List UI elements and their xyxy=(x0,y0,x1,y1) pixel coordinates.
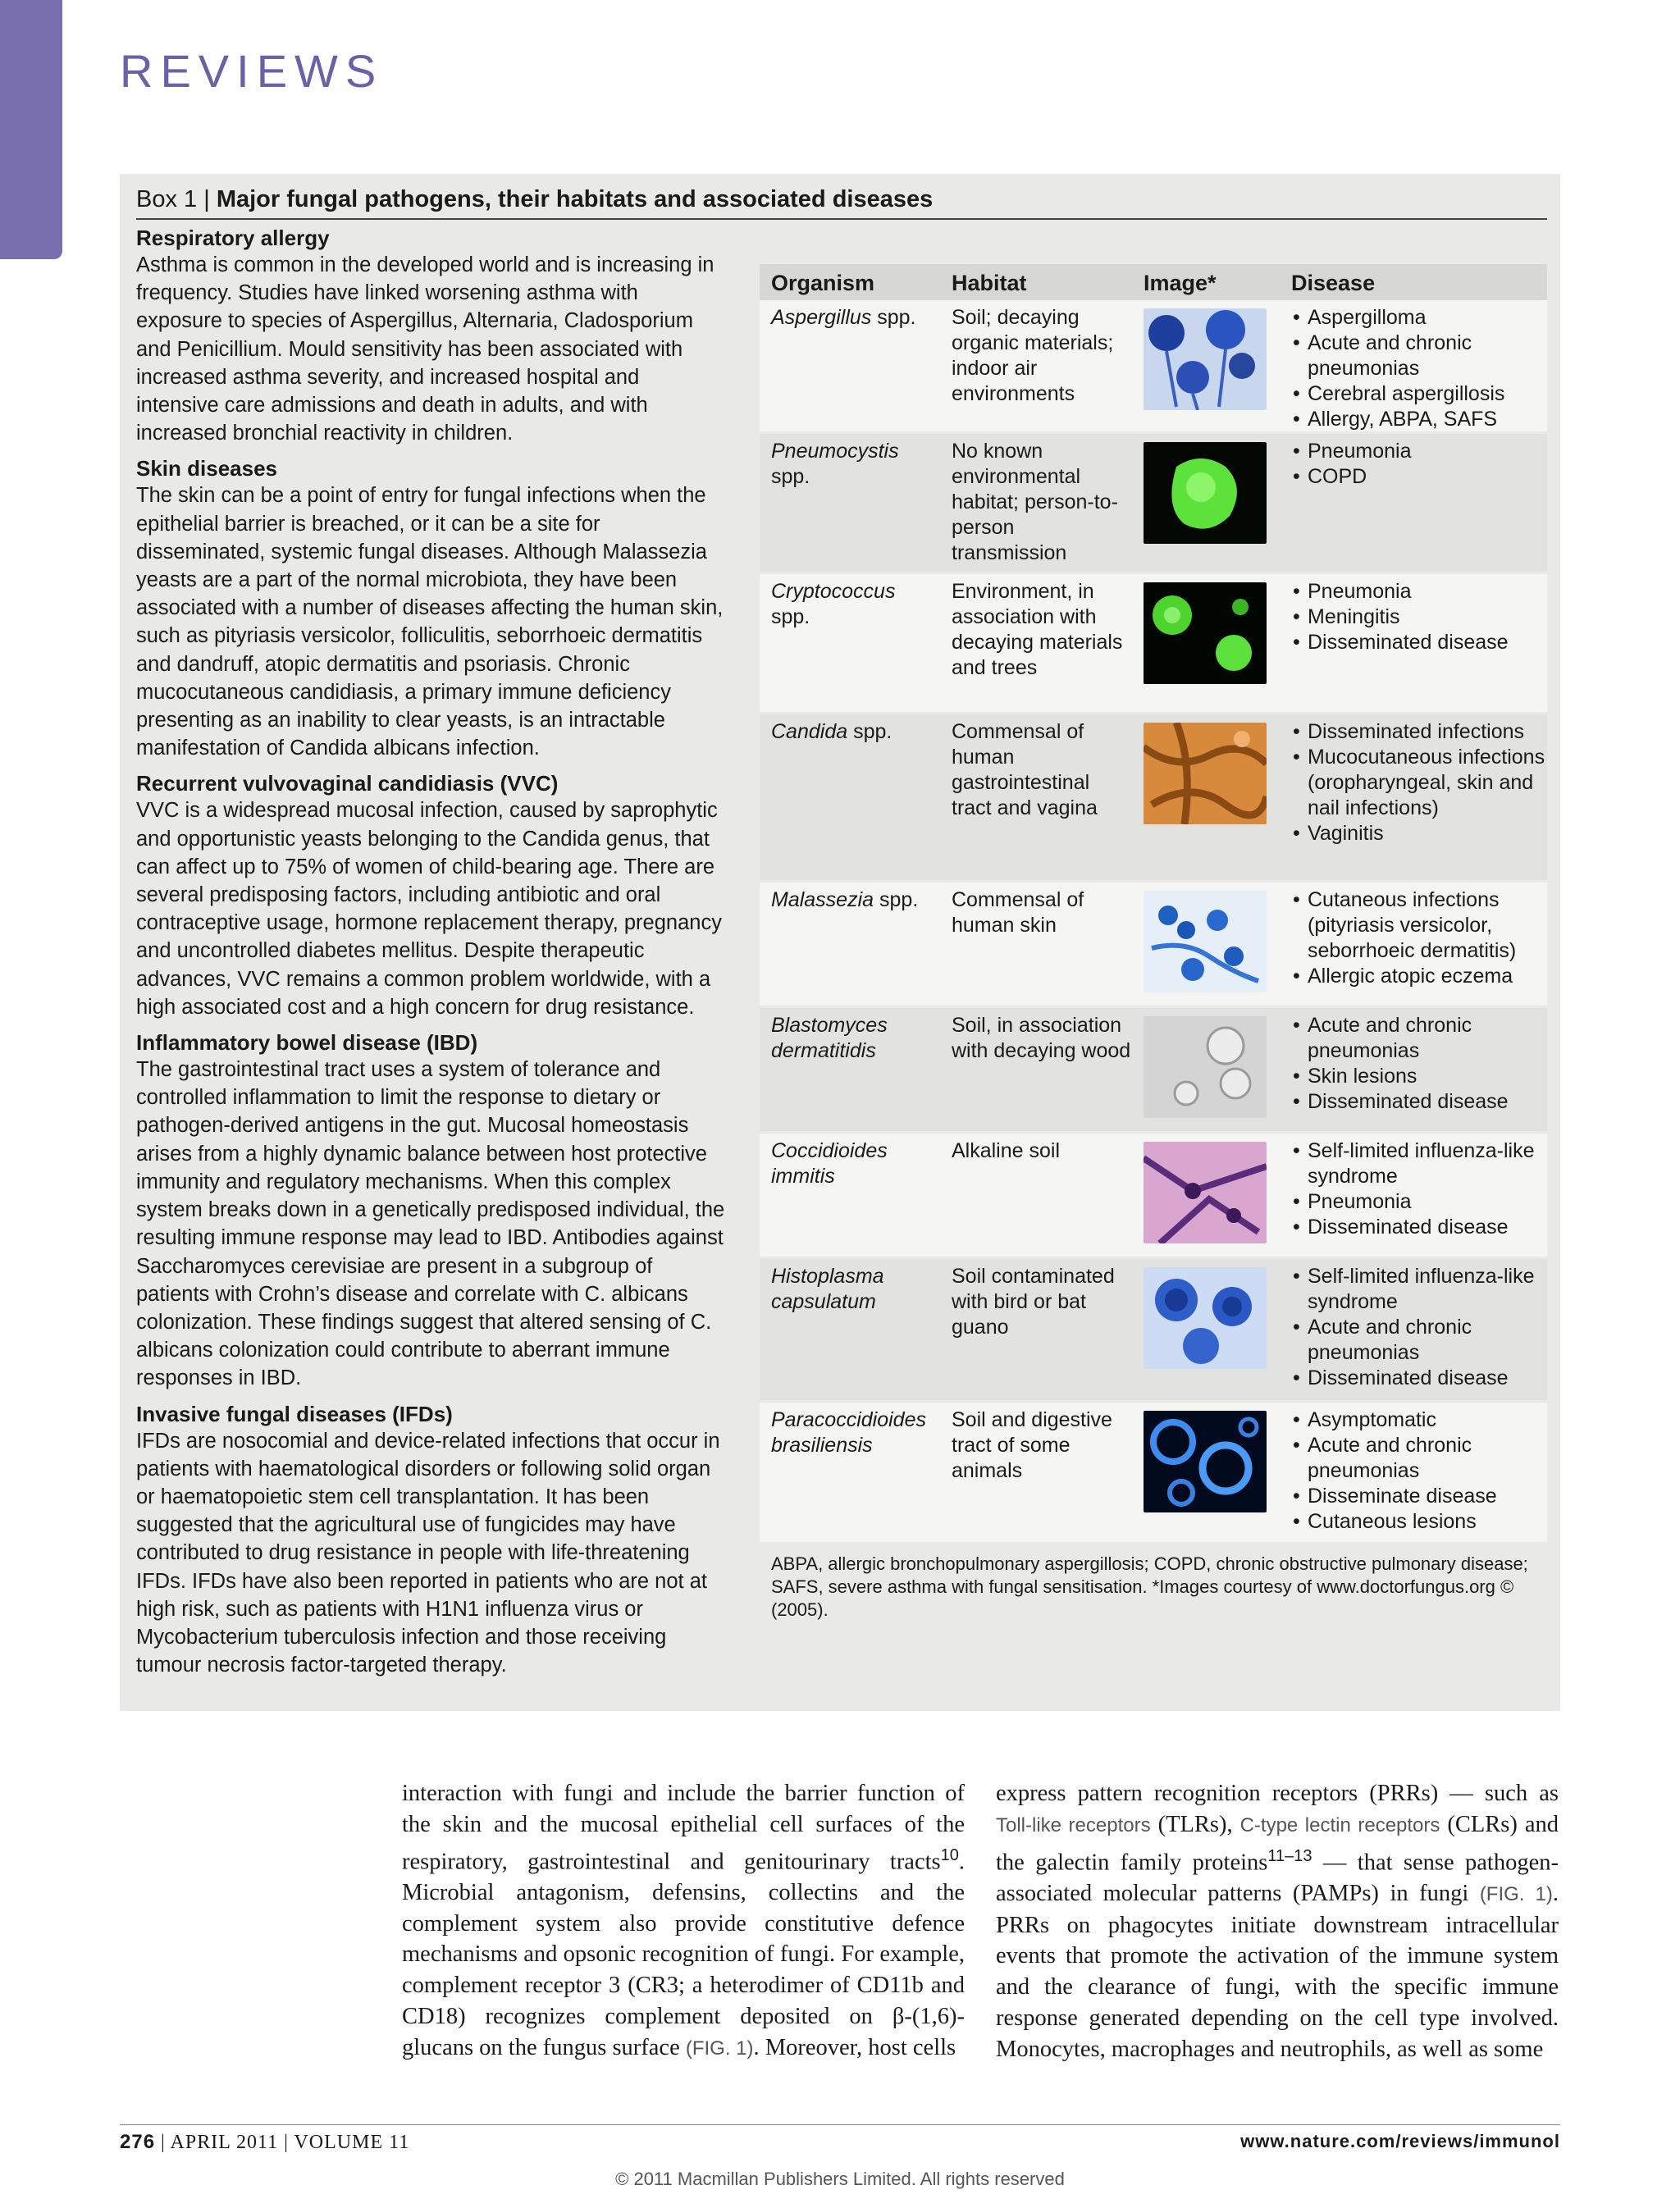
section-text: The skin can be a point of entry for fungal infections when the epithelial barrier is breached, or it can be a site for disseminated, systemic fungal diseases. Although Malassezia yeasts are a part of the normal microbiota, they have been associated with a number of diseases affecting the human skin, such as pityriasis versicolor, folliculitis, seborrhoeic dermatitis and dandruff, atopic dermatitis and psoriasis. Chronic mucocutaneous candidiasis, a primary immune deficiency presenting as an inability to clear yeasts, is an intractable manifestation of Candida albicans infection. xyxy=(136,484,724,760)
organism-cell: Blastomyces dermatitidis xyxy=(771,1014,888,1062)
table-row xyxy=(760,574,1547,714)
pneumocystis-micrograph xyxy=(1144,442,1267,544)
box-left-column xyxy=(136,225,727,1679)
section-tab xyxy=(0,0,62,259)
header-disease: Disease xyxy=(1291,271,1376,295)
disease-item: • Aspergilloma xyxy=(1291,305,1545,331)
section-heading: Skin diseases xyxy=(136,456,277,481)
header-organism: Organism xyxy=(771,271,875,295)
organism-cell: Candida spp. xyxy=(771,720,892,743)
table-row xyxy=(760,883,1547,1008)
habitat-cell: No known environmental habitat; person-to-person transmission xyxy=(952,440,1118,564)
section-text: The gastrointestinal tract uses a system of tolerance and controlled inflammation to limit the response to dietary or pathogen-derived antigens in the gut. Mucosal homeostasis arises from a highly dynamic balance between host protective immunity and regulatory mechanisms. When this complex system breaks down in a genetically predisposed individual, the resulting immune response may lead to IBD. Antibodies against Saccharomyces cerevisiae are present in a subgroup of patients with Crohn’s disease and correlate with C. albicans colonization. These findings suggest that altered sensing of C. albicans colonization could contribute to aberrant immune responses in IBD. xyxy=(136,1058,725,1390)
habitat-cell: Soil and digestive tract of some animals xyxy=(952,1408,1112,1482)
body-column-2: express pattern recognition receptors (PRRs) — such as Toll-like receptors (TLRs), C-type lectin receptors (CLRs) and the galectin family proteins$^{11-13}$ — that sense pathogen-associated molecular patterns (PAMPs) in fungi (FIG. 1). PRRs on phagocytes initiate downstream intracellular events that promote the activation of the immune system and the clearance of fungi, with the specific immune response generated depending on the cell type involved. Monocytes, macrophages and neutrophils, as well as some xyxy=(996,1781,1559,2062)
figure-link[interactable]: (FIG. 1) xyxy=(685,2037,754,2060)
box-heading: Major fungal pathogens, their habitats and associated diseases xyxy=(216,186,934,212)
organism-cell: Aspergillus spp. xyxy=(771,306,916,329)
disease-item: • Acute and chronic pneumonias xyxy=(1291,331,1545,381)
disease-item: • Disseminated disease xyxy=(1291,1089,1545,1115)
header-habitat: Habitat xyxy=(952,271,1027,295)
disease-list xyxy=(1291,719,1545,846)
footer-divider xyxy=(120,2124,1560,2125)
organism-cell: Paracoccidioides brasiliensis xyxy=(771,1408,926,1457)
habitat-cell: Soil, in association with decaying wood xyxy=(952,1014,1131,1062)
organism-cell: Histoplasma capsulatum xyxy=(771,1265,884,1313)
disease-list xyxy=(1291,1407,1545,1535)
disease-item: • Disseminated disease xyxy=(1291,1366,1545,1391)
disease-list xyxy=(1291,1138,1545,1240)
table-row xyxy=(760,1008,1547,1134)
disease-item: • Allergy, ABPA, SAFS xyxy=(1291,407,1545,432)
disease-item: • Vaginitis xyxy=(1291,821,1545,846)
disease-item: • Acute and chronic pneumonias xyxy=(1291,1013,1545,1064)
section-heading: Inflammatory bowel disease (IBD) xyxy=(136,1030,478,1056)
section-text: VVC is a widespread mucosal infection, caused by saprophytic and opportunistic yeasts belonging to the Candida genus, that can affect up to 75% of women of child-bearing age. There are several predisposing factors, including antibiotic and oral contraceptive usage, hormone replacement therapy, pregnancy and uncontrolled diabetes mellitus. Despite therapeutic advances, VVC remains a common problem worldwide, with a high associated cost and a high concern for drug resistance. xyxy=(136,799,722,1019)
disease-list xyxy=(1291,1264,1545,1391)
header-image: Image* xyxy=(1144,271,1217,295)
habitat-cell: Soil contaminated with bird or bat guano xyxy=(952,1265,1115,1339)
disease-item: • Disseminate disease xyxy=(1291,1484,1545,1509)
section-heading: Invasive fungal diseases (IFDs) xyxy=(136,1401,453,1426)
issue-info: | APRIL 2011 | VOLUME 11 xyxy=(155,2132,410,2153)
disease-item: • Acute and chronic pneumonias xyxy=(1291,1315,1545,1366)
candida-micrograph xyxy=(1144,723,1267,824)
disease-item: • Asymptomatic xyxy=(1291,1407,1545,1433)
disease-item: • Self-limited influenza-like syndrome xyxy=(1291,1264,1545,1315)
coccidioides-micrograph xyxy=(1144,1142,1267,1243)
disease-list xyxy=(1291,439,1545,490)
habitat-cell: Alkaline soil xyxy=(952,1139,1061,1162)
malassezia-micrograph xyxy=(1144,891,1267,992)
disease-list xyxy=(1291,1013,1545,1115)
section-text: IFDs are nosocomial and device-related infections that occur in patients with haematological disorders or following solid organ or haematopoietic stem cell transplantation. It has been suggested that the agricultural use of fungicides may have contributed to drug resistance in people with life-threatening IFDs. IFDs have also been reported in patients who are not at high risk, such as patients with H1N1 influenza virus or Mycobacterium tuberculosis infection and those receiving tumour necrosis factor-targeted therapy. xyxy=(136,1429,720,1677)
disease-list xyxy=(1291,579,1545,655)
blastomyces-micrograph xyxy=(1144,1016,1267,1118)
glossary-link-clr[interactable]: C-type lectin receptors xyxy=(1239,1813,1440,1836)
glossary-link-tlr[interactable]: Toll-like receptors xyxy=(996,1813,1151,1836)
section-heading: Recurrent vulvovaginal candidiasis (VVC) xyxy=(136,771,559,796)
box-title xyxy=(136,180,1547,220)
histoplasma-micrograph xyxy=(1144,1267,1267,1369)
organism-cell: Malassezia spp. xyxy=(771,888,919,911)
section-heading: Respiratory allergy xyxy=(136,226,330,250)
disease-item: • Pneumonia xyxy=(1291,439,1545,464)
disease-item: • Self-limited influenza-like syndrome xyxy=(1291,1138,1545,1189)
disease-item: • Cutaneous lesions xyxy=(1291,1509,1545,1535)
disease-item: • Cutaneous infections (pityriasis versicolor, seborrhoeic dermatitis) xyxy=(1291,887,1545,964)
paracoccidioides-micrograph xyxy=(1144,1411,1267,1512)
journal-section-label: REVIEWS xyxy=(120,45,384,97)
box-1 xyxy=(120,174,1560,1711)
disease-item: • Meningitis xyxy=(1291,604,1545,630)
disease-item: • Mucocutaneous infections (oropharyngeal, skin and nail infections) xyxy=(1291,745,1545,821)
page-info xyxy=(120,2131,409,2154)
table-header xyxy=(760,264,1547,300)
disease-item: • Cerebral aspergillosis xyxy=(1291,381,1545,407)
organism-cell: Pneumocystis spp. xyxy=(771,440,899,488)
disease-list xyxy=(1291,305,1545,432)
figure-link[interactable]: (FIG. 1) xyxy=(1479,1882,1553,1905)
journal-url[interactable]: www.nature.com/reviews/immunol xyxy=(1240,2131,1560,2151)
habitat-cell: Environment, in association with decaying materials and trees xyxy=(952,580,1123,679)
aspergillus-micrograph xyxy=(1144,308,1267,410)
organism-cell: Coccidioides immitis xyxy=(771,1139,888,1188)
disease-item: • Acute and chronic pneumonias xyxy=(1291,1433,1545,1484)
page-number: 276 xyxy=(120,2131,156,2153)
copyright-notice: © 2011 Macmillan Publishers Limited. All rights reserved xyxy=(615,2169,1065,2189)
habitat-cell: Soil; decaying organic materials; indoor air environments xyxy=(952,306,1114,405)
body-column-1: interaction with fungi and include the barrier function of the skin and the mucosal epithelial cell surfaces of the respiratory, gastrointestinal and genitourinary tracts$^{10}$. Microbial antagonism, defensins, collectins and the complement system also provide constitutive defence mechanisms and opsonic recognition of fungi. For example, complement receptor 3 (CR3; a heterodimer of CD11b and CD18) recognizes complement deposited on β-(1,6)-glucans on the fungus surface (FIG. 1). Moreover, host cells xyxy=(402,1781,965,2060)
table-row xyxy=(760,434,1547,574)
table-row xyxy=(760,714,1547,883)
table-row xyxy=(760,1134,1547,1259)
cryptococcus-micrograph xyxy=(1144,582,1267,684)
habitat-cell: Commensal of human skin xyxy=(952,888,1084,937)
table-footnote: ABPA, allergic bronchopulmonary aspergillosis; COPD, chronic obstructive pulmonary disease; SAFS, severe asthma with fungal sensitisation. *Images courtesy of www.doctorfungus.org © (2005). xyxy=(771,1553,1528,1620)
organism-cell: Cryptococcus spp. xyxy=(771,580,896,628)
disease-item: • COPD xyxy=(1291,464,1545,490)
disease-list xyxy=(1291,887,1545,989)
box-label: Box 1 | xyxy=(136,186,217,212)
disease-item: • Skin lesions xyxy=(1291,1064,1545,1089)
table-row xyxy=(760,300,1547,434)
table-row xyxy=(760,1403,1547,1544)
table-row xyxy=(760,1259,1547,1403)
disease-item: • Pneumonia xyxy=(1291,1189,1545,1215)
section-text: Asthma is common in the developed world and is increasing in frequency. Studies have linked worsening asthma with exposure to species of Aspergillus, Alternaria, Cladosporium and Penicillium. Mould sensitivity has been associated with increased asthma severity, and increased hospital and intensive care admissions and death in adults, and with increased bronchial reactivity in children. xyxy=(136,253,714,445)
pathogen-table xyxy=(760,264,1547,1622)
disease-item: • Allergic atopic eczema xyxy=(1291,964,1545,989)
disease-item: • Disseminated infections xyxy=(1291,719,1545,745)
reference-superscript: 11–13 xyxy=(1267,1846,1312,1865)
disease-item: • Disseminated disease xyxy=(1291,630,1545,655)
disease-item: • Disseminated disease xyxy=(1291,1215,1545,1240)
reference-superscript: 10 xyxy=(940,1845,959,1864)
disease-item: • Pneumonia xyxy=(1291,579,1545,604)
habitat-cell: Commensal of human gastrointestinal tract and vagina xyxy=(952,720,1098,819)
